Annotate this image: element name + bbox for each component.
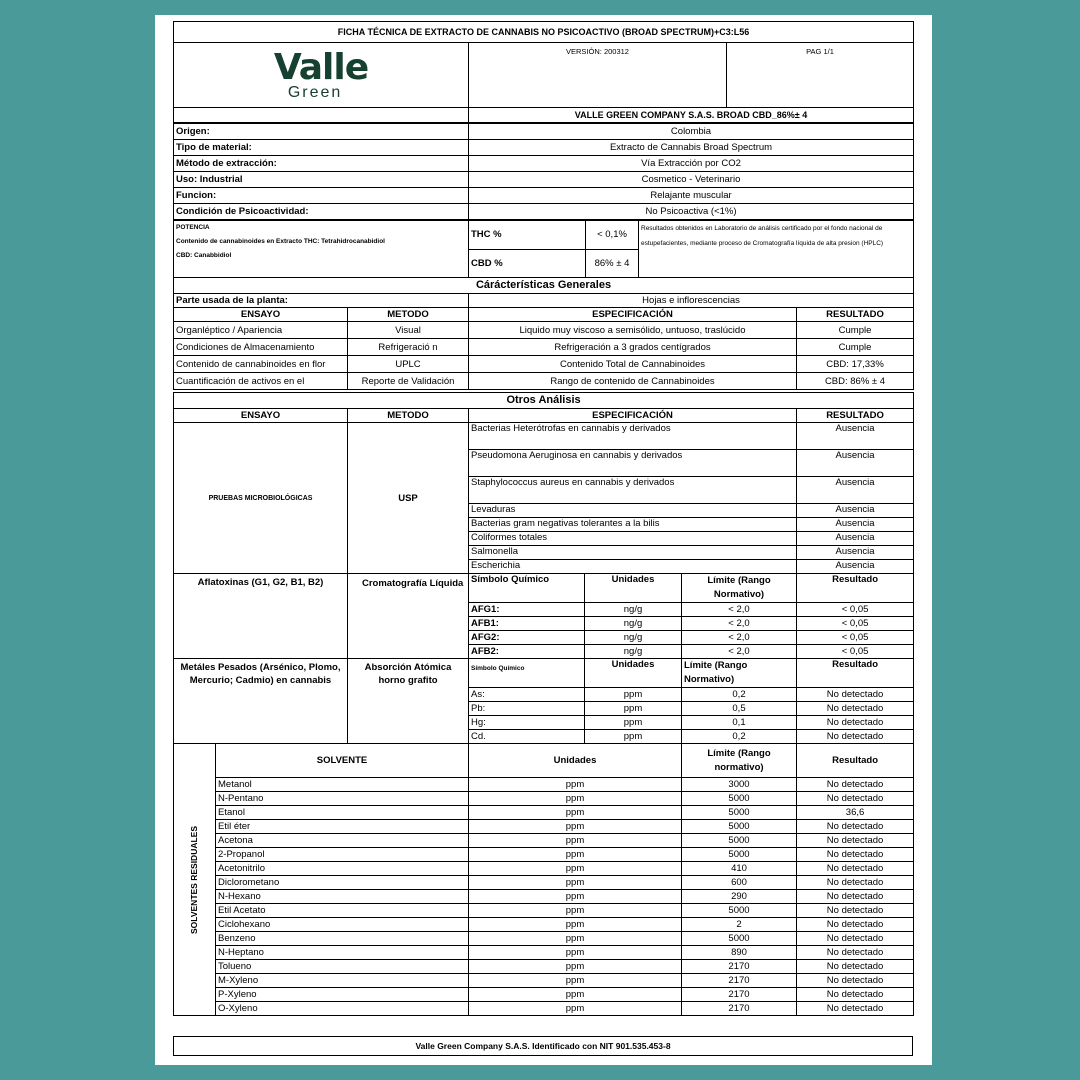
- solvent-limit: 600: [682, 876, 797, 890]
- general-label: Origen:: [174, 124, 469, 140]
- solvent-name: N-Pentano: [216, 792, 469, 806]
- col-header-ensayo: ENSAYO: [174, 409, 348, 423]
- logo-wordmark: Valle: [273, 47, 369, 88]
- general-label: Funcion:: [174, 188, 469, 204]
- solvent-name: Acetonitrilo: [216, 862, 469, 876]
- subheader-symbol: Símbolo Químico: [469, 574, 585, 603]
- metal-unit: ppm: [585, 730, 682, 744]
- metal-limit: 0,1: [682, 716, 797, 730]
- general-row: [174, 204, 914, 220]
- solvents-side-label: SOLVENTES RESIDUALES: [189, 825, 199, 934]
- general-row: [174, 140, 914, 156]
- solvent-row: [174, 806, 914, 820]
- solvent-limit: 2170: [682, 1002, 797, 1016]
- potency-title: POTENCIA: [176, 224, 210, 231]
- solvent-result: No detectado: [797, 946, 914, 960]
- micro-spec: Bacterias gram negativas tolerantes a la bilis: [469, 518, 797, 532]
- micro-result: Ausencia: [797, 560, 914, 574]
- solvent-result: No detectado: [797, 862, 914, 876]
- solvent-limit: 2170: [682, 988, 797, 1002]
- solvent-row: [174, 904, 914, 918]
- general-value: No Psicoactiva (<1%): [469, 204, 914, 220]
- heavy-metals-method: Absorción Atómica horno grafito: [348, 659, 469, 744]
- metals-subheader-limit: Límite (Rango Normativo): [682, 659, 797, 688]
- afla-limit: < 2,0: [682, 617, 797, 631]
- col-header-especificacion: ESPECIFICACIÓN: [469, 409, 797, 423]
- document-title: FICHA TÉCNICA DE EXTRACTO DE CANNABIS NO PSICOACTIVO (BROAD SPECTRUM)+C3:L56: [174, 22, 914, 43]
- solvent-row: [174, 834, 914, 848]
- solvent-header-name: SOLVENTE: [216, 744, 469, 778]
- ensayo-cell: Organléptico / Apariencia: [174, 322, 348, 339]
- solvent-name: Etil éter: [216, 820, 469, 834]
- solvent-result: No detectado: [797, 778, 914, 792]
- metal-result: No detectado: [797, 702, 914, 716]
- solvent-limit: 5000: [682, 806, 797, 820]
- characteristics-row: [174, 356, 914, 373]
- document-page: [155, 15, 932, 1065]
- solvent-row: [174, 918, 914, 932]
- solvent-limit: 5000: [682, 834, 797, 848]
- col-header-resultado: RESULTADO: [797, 308, 914, 322]
- valle-green-logo: [176, 49, 466, 101]
- metal-limit: 0,5: [682, 702, 797, 716]
- metodo-cell: Reporte de Validación: [348, 373, 469, 390]
- solvent-unit: ppm: [469, 932, 682, 946]
- aflatoxins-label: Aflatoxinas (G1, G2, B1, B2): [174, 574, 348, 659]
- solvent-limit: 410: [682, 862, 797, 876]
- subheader-result: Resultado: [797, 574, 914, 603]
- general-value: Vía Extracción por CO2: [469, 156, 914, 172]
- micro-result: Ausencia: [797, 504, 914, 518]
- solvent-name: Etanol: [216, 806, 469, 820]
- afla-limit: < 2,0: [682, 645, 797, 659]
- afla-unit: ng/g: [585, 631, 682, 645]
- solvent-name: Metanol: [216, 778, 469, 792]
- afla-limit: < 2,0: [682, 603, 797, 617]
- solvent-unit: ppm: [469, 890, 682, 904]
- solvent-result: No detectado: [797, 890, 914, 904]
- metals-subheader-row: [174, 659, 914, 688]
- general-row: [174, 172, 914, 188]
- micro-result: Ausencia: [797, 532, 914, 546]
- solvent-header-limit: Límite (Rango normativo): [682, 744, 797, 778]
- solvent-limit: 5000: [682, 792, 797, 806]
- general-row: [174, 124, 914, 140]
- afla-symbol: AFB2:: [469, 645, 585, 659]
- afla-result: < 0,05: [797, 603, 914, 617]
- afla-result: < 0,05: [797, 617, 914, 631]
- micro-result: Ausencia: [797, 450, 914, 477]
- subheader-units: Unidades: [585, 574, 682, 603]
- header-table: [173, 21, 914, 123]
- characteristics-row: [174, 339, 914, 356]
- general-row: [174, 156, 914, 172]
- ensayo-cell: Contenido de cannabinoides en flor: [174, 356, 348, 373]
- other-analysis-header-row: [174, 409, 914, 423]
- micro-result: Ausencia: [797, 423, 914, 450]
- solvent-name: N-Heptano: [216, 946, 469, 960]
- solvent-limit: 890: [682, 946, 797, 960]
- potency-note: Resultados obtenidos en Laboratorio de análisis certificado por el fondo nacional de estupefacientes, mediante proceso de Cromatografía líquida de alta presion (HPLC): [639, 221, 914, 278]
- solvent-limit: 3000: [682, 778, 797, 792]
- solvent-result: No detectado: [797, 918, 914, 932]
- potency-description: [174, 221, 469, 278]
- general-value: Relajante muscular: [469, 188, 914, 204]
- metals-subheader-symbol: Símbolo Químico: [469, 659, 585, 688]
- characteristics-row: [174, 373, 914, 390]
- solvent-unit: ppm: [469, 792, 682, 806]
- solvent-header-result: Resultado: [797, 744, 914, 778]
- solvent-limit: 5000: [682, 932, 797, 946]
- micro-spec: Escherichia: [469, 560, 797, 574]
- solvent-row: [174, 1002, 914, 1016]
- afla-subheader-row: [174, 574, 914, 603]
- solvent-unit: ppm: [469, 834, 682, 848]
- micro-method: USP: [348, 423, 469, 574]
- solvent-name: N-Hexano: [216, 890, 469, 904]
- solvent-row: [174, 946, 914, 960]
- especificacion-cell: Contenido Total de Cannabinoides: [469, 356, 797, 373]
- solvent-unit: ppm: [469, 848, 682, 862]
- logo-subtitle: Green: [287, 84, 343, 101]
- micro-tests-label: PRUEBAS MICROBIOLÓGICAS: [174, 423, 348, 574]
- thc-label: THC %: [469, 221, 586, 250]
- solvent-unit: ppm: [469, 960, 682, 974]
- afla-symbol: AFG2:: [469, 631, 585, 645]
- resultado-cell: CBD: 86% ± 4: [797, 373, 914, 390]
- solvent-row: [174, 960, 914, 974]
- potency-line-1: Contenido de cannabinoides en Extracto THC: Tetrahidrocanabidiol: [176, 238, 385, 245]
- general-value: Extracto de Cannabis Broad Spectrum: [469, 140, 914, 156]
- metal-result: No detectado: [797, 688, 914, 702]
- afla-unit: ng/g: [585, 645, 682, 659]
- micro-result: Ausencia: [797, 477, 914, 504]
- solvent-row: [174, 890, 914, 904]
- solvent-result: No detectado: [797, 876, 914, 890]
- solvent-row: [174, 932, 914, 946]
- metal-symbol: Pb:: [469, 702, 585, 716]
- solvent-unit: ppm: [469, 806, 682, 820]
- footer-text: Valle Green Company S.A.S. Identificado con NIT 901.535.453-8: [174, 1037, 913, 1056]
- solvent-result: No detectado: [797, 834, 914, 848]
- general-label: Uso: Industrial: [174, 172, 469, 188]
- solvent-row: [174, 820, 914, 834]
- micro-result: Ausencia: [797, 518, 914, 532]
- solvents-header-row: [174, 744, 914, 778]
- general-label: Tipo de material:: [174, 140, 469, 156]
- col-header-metodo: METODO: [348, 308, 469, 322]
- afla-symbol: AFB1:: [469, 617, 585, 631]
- plant-part-value: Hojas e inflorescencias: [469, 294, 914, 308]
- col-header-especificacion: ESPECIFICACIÓN: [469, 308, 797, 322]
- metal-unit: ppm: [585, 702, 682, 716]
- col-header-ensayo: ENSAYO: [174, 308, 348, 322]
- potency-line-2: CBD: Canabbidiol: [176, 252, 232, 259]
- especificacion-cell: Liquido muy viscoso a semisólido, untuoso, traslúcido: [469, 322, 797, 339]
- solvent-result: No detectado: [797, 848, 914, 862]
- solvent-row: [174, 778, 914, 792]
- general-label: Condición de Psicoactividad:: [174, 204, 469, 220]
- general-value: Cosmetico - Veterinario: [469, 172, 914, 188]
- solvent-limit: 5000: [682, 848, 797, 862]
- metal-limit: 0,2: [682, 730, 797, 744]
- micro-spec: Bacterias Heterótrofas en cannabis y derivados: [469, 423, 797, 450]
- logo-cell: [174, 43, 469, 108]
- solvent-result: No detectado: [797, 960, 914, 974]
- solvent-name: Ciclohexano: [216, 918, 469, 932]
- potency-table: [173, 220, 914, 278]
- solvent-limit: 5000: [682, 904, 797, 918]
- metals-subheader-result: Resultado: [797, 659, 914, 688]
- characteristics-row: [174, 322, 914, 339]
- resultado-cell: Cumple: [797, 322, 914, 339]
- cbd-value: 86% ± 4: [586, 249, 639, 278]
- solvent-name: Acetona: [216, 834, 469, 848]
- cbd-label: CBD %: [469, 249, 586, 278]
- micro-result: Ausencia: [797, 546, 914, 560]
- solvent-limit: 290: [682, 890, 797, 904]
- especificacion-cell: Rango de contenido de Cannabinoides: [469, 373, 797, 390]
- solvent-unit: ppm: [469, 946, 682, 960]
- solvent-result: 36,6: [797, 806, 914, 820]
- solvent-name: Diclorometano: [216, 876, 469, 890]
- other-analysis-title-row: [174, 393, 914, 409]
- solvent-limit: 2170: [682, 960, 797, 974]
- solvent-limit: 2: [682, 918, 797, 932]
- metal-symbol: Cd.: [469, 730, 585, 744]
- other-analysis-table: [173, 392, 914, 1016]
- solvent-result: No detectado: [797, 932, 914, 946]
- micro-spec: Pseudomona Aeruginosa en cannabis y derivados: [469, 450, 797, 477]
- solvent-name: Tolueno: [216, 960, 469, 974]
- solvent-row: [174, 848, 914, 862]
- page-number: PAG 1/1: [727, 43, 914, 108]
- metodo-cell: Refrigeració n: [348, 339, 469, 356]
- metals-subheader-units: Unidades: [585, 659, 682, 688]
- resultado-cell: Cumple: [797, 339, 914, 356]
- solvent-limit: 2170: [682, 974, 797, 988]
- solvent-unit: ppm: [469, 904, 682, 918]
- ensayo-cell: Condiciones de Almacenamiento: [174, 339, 348, 356]
- general-label: Método de extracción:: [174, 156, 469, 172]
- aflatoxins-method: Cromatografía Líquida: [348, 574, 469, 659]
- col-header-resultado: RESULTADO: [797, 409, 914, 423]
- afla-result: < 0,05: [797, 645, 914, 659]
- plant-part-label: Parte usada de la planta:: [174, 294, 469, 308]
- micro-spec: Staphylococcus aureus en cannabis y derivados: [469, 477, 797, 504]
- solvent-unit: ppm: [469, 974, 682, 988]
- solvent-name: Benzeno: [216, 932, 469, 946]
- solvent-row: [174, 876, 914, 890]
- col-header-metodo: METODO: [348, 409, 469, 423]
- micro-spec: Levaduras: [469, 504, 797, 518]
- solvent-unit: ppm: [469, 918, 682, 932]
- solvent-result: No detectado: [797, 1002, 914, 1016]
- solvents-side-cell: [174, 744, 216, 1016]
- solvent-name: M-Xyleno: [216, 974, 469, 988]
- solvent-name: P-Xyleno: [216, 988, 469, 1002]
- afla-symbol: AFG1:: [469, 603, 585, 617]
- metodo-cell: UPLC: [348, 356, 469, 373]
- solvent-unit: ppm: [469, 862, 682, 876]
- solvent-unit: ppm: [469, 778, 682, 792]
- solvent-limit: 5000: [682, 820, 797, 834]
- metal-result: No detectado: [797, 730, 914, 744]
- solvent-row: [174, 862, 914, 876]
- resultado-cell: CBD: 17,33%: [797, 356, 914, 373]
- micro-spec: Salmonella: [469, 546, 797, 560]
- solvent-unit: ppm: [469, 988, 682, 1002]
- solvent-result: No detectado: [797, 988, 914, 1002]
- solvent-unit: ppm: [469, 876, 682, 890]
- afla-unit: ng/g: [585, 617, 682, 631]
- solvent-result: No detectado: [797, 820, 914, 834]
- afla-unit: ng/g: [585, 603, 682, 617]
- general-value: Colombia: [469, 124, 914, 140]
- afla-result: < 0,05: [797, 631, 914, 645]
- solvent-name: O-Xyleno: [216, 1002, 469, 1016]
- solvent-name: Etil Acetato: [216, 904, 469, 918]
- metal-symbol: As:: [469, 688, 585, 702]
- product-name: VALLE GREEN COMPANY S.A.S. BROAD CBD_86%± 4: [469, 108, 914, 123]
- solvent-unit: ppm: [469, 820, 682, 834]
- solvent-row: [174, 792, 914, 806]
- other-analysis-title: Otros Análisis: [174, 393, 914, 409]
- solvent-row: [174, 988, 914, 1002]
- solvent-result: No detectado: [797, 792, 914, 806]
- footer-table: [173, 1036, 913, 1056]
- metal-limit: 0,2: [682, 688, 797, 702]
- metodo-cell: Visual: [348, 322, 469, 339]
- afla-limit: < 2,0: [682, 631, 797, 645]
- metal-unit: ppm: [585, 688, 682, 702]
- metal-result: No detectado: [797, 716, 914, 730]
- subheader-limit: Límite (Rango Normativo): [682, 574, 797, 603]
- micro-row: [174, 423, 914, 450]
- solvent-result: No detectado: [797, 904, 914, 918]
- metal-symbol: Hg:: [469, 716, 585, 730]
- general-characteristics-table: [173, 277, 914, 390]
- solvent-name: 2-Propanol: [216, 848, 469, 862]
- heavy-metals-label: Metáles Pesados (Arsénico, Plomo, Mercurio; Cadmio) en cannabis: [174, 659, 348, 744]
- solvent-unit: ppm: [469, 1002, 682, 1016]
- version-label: VERSIÓN: 200312: [469, 43, 727, 108]
- general-row: [174, 188, 914, 204]
- general-characteristics-title: Cárácterísticas Generales: [174, 278, 914, 294]
- thc-value: < 0,1%: [586, 221, 639, 250]
- especificacion-cell: Refrigeración a 3 grados centígrados: [469, 339, 797, 356]
- micro-spec: Coliformes totales: [469, 532, 797, 546]
- solvent-header-units: Unidades: [469, 744, 682, 778]
- solvent-row: [174, 974, 914, 988]
- solvent-result: No detectado: [797, 974, 914, 988]
- metal-unit: ppm: [585, 716, 682, 730]
- general-info-table: [173, 123, 914, 220]
- ensayo-cell: Cuantificación de activos en el: [174, 373, 348, 390]
